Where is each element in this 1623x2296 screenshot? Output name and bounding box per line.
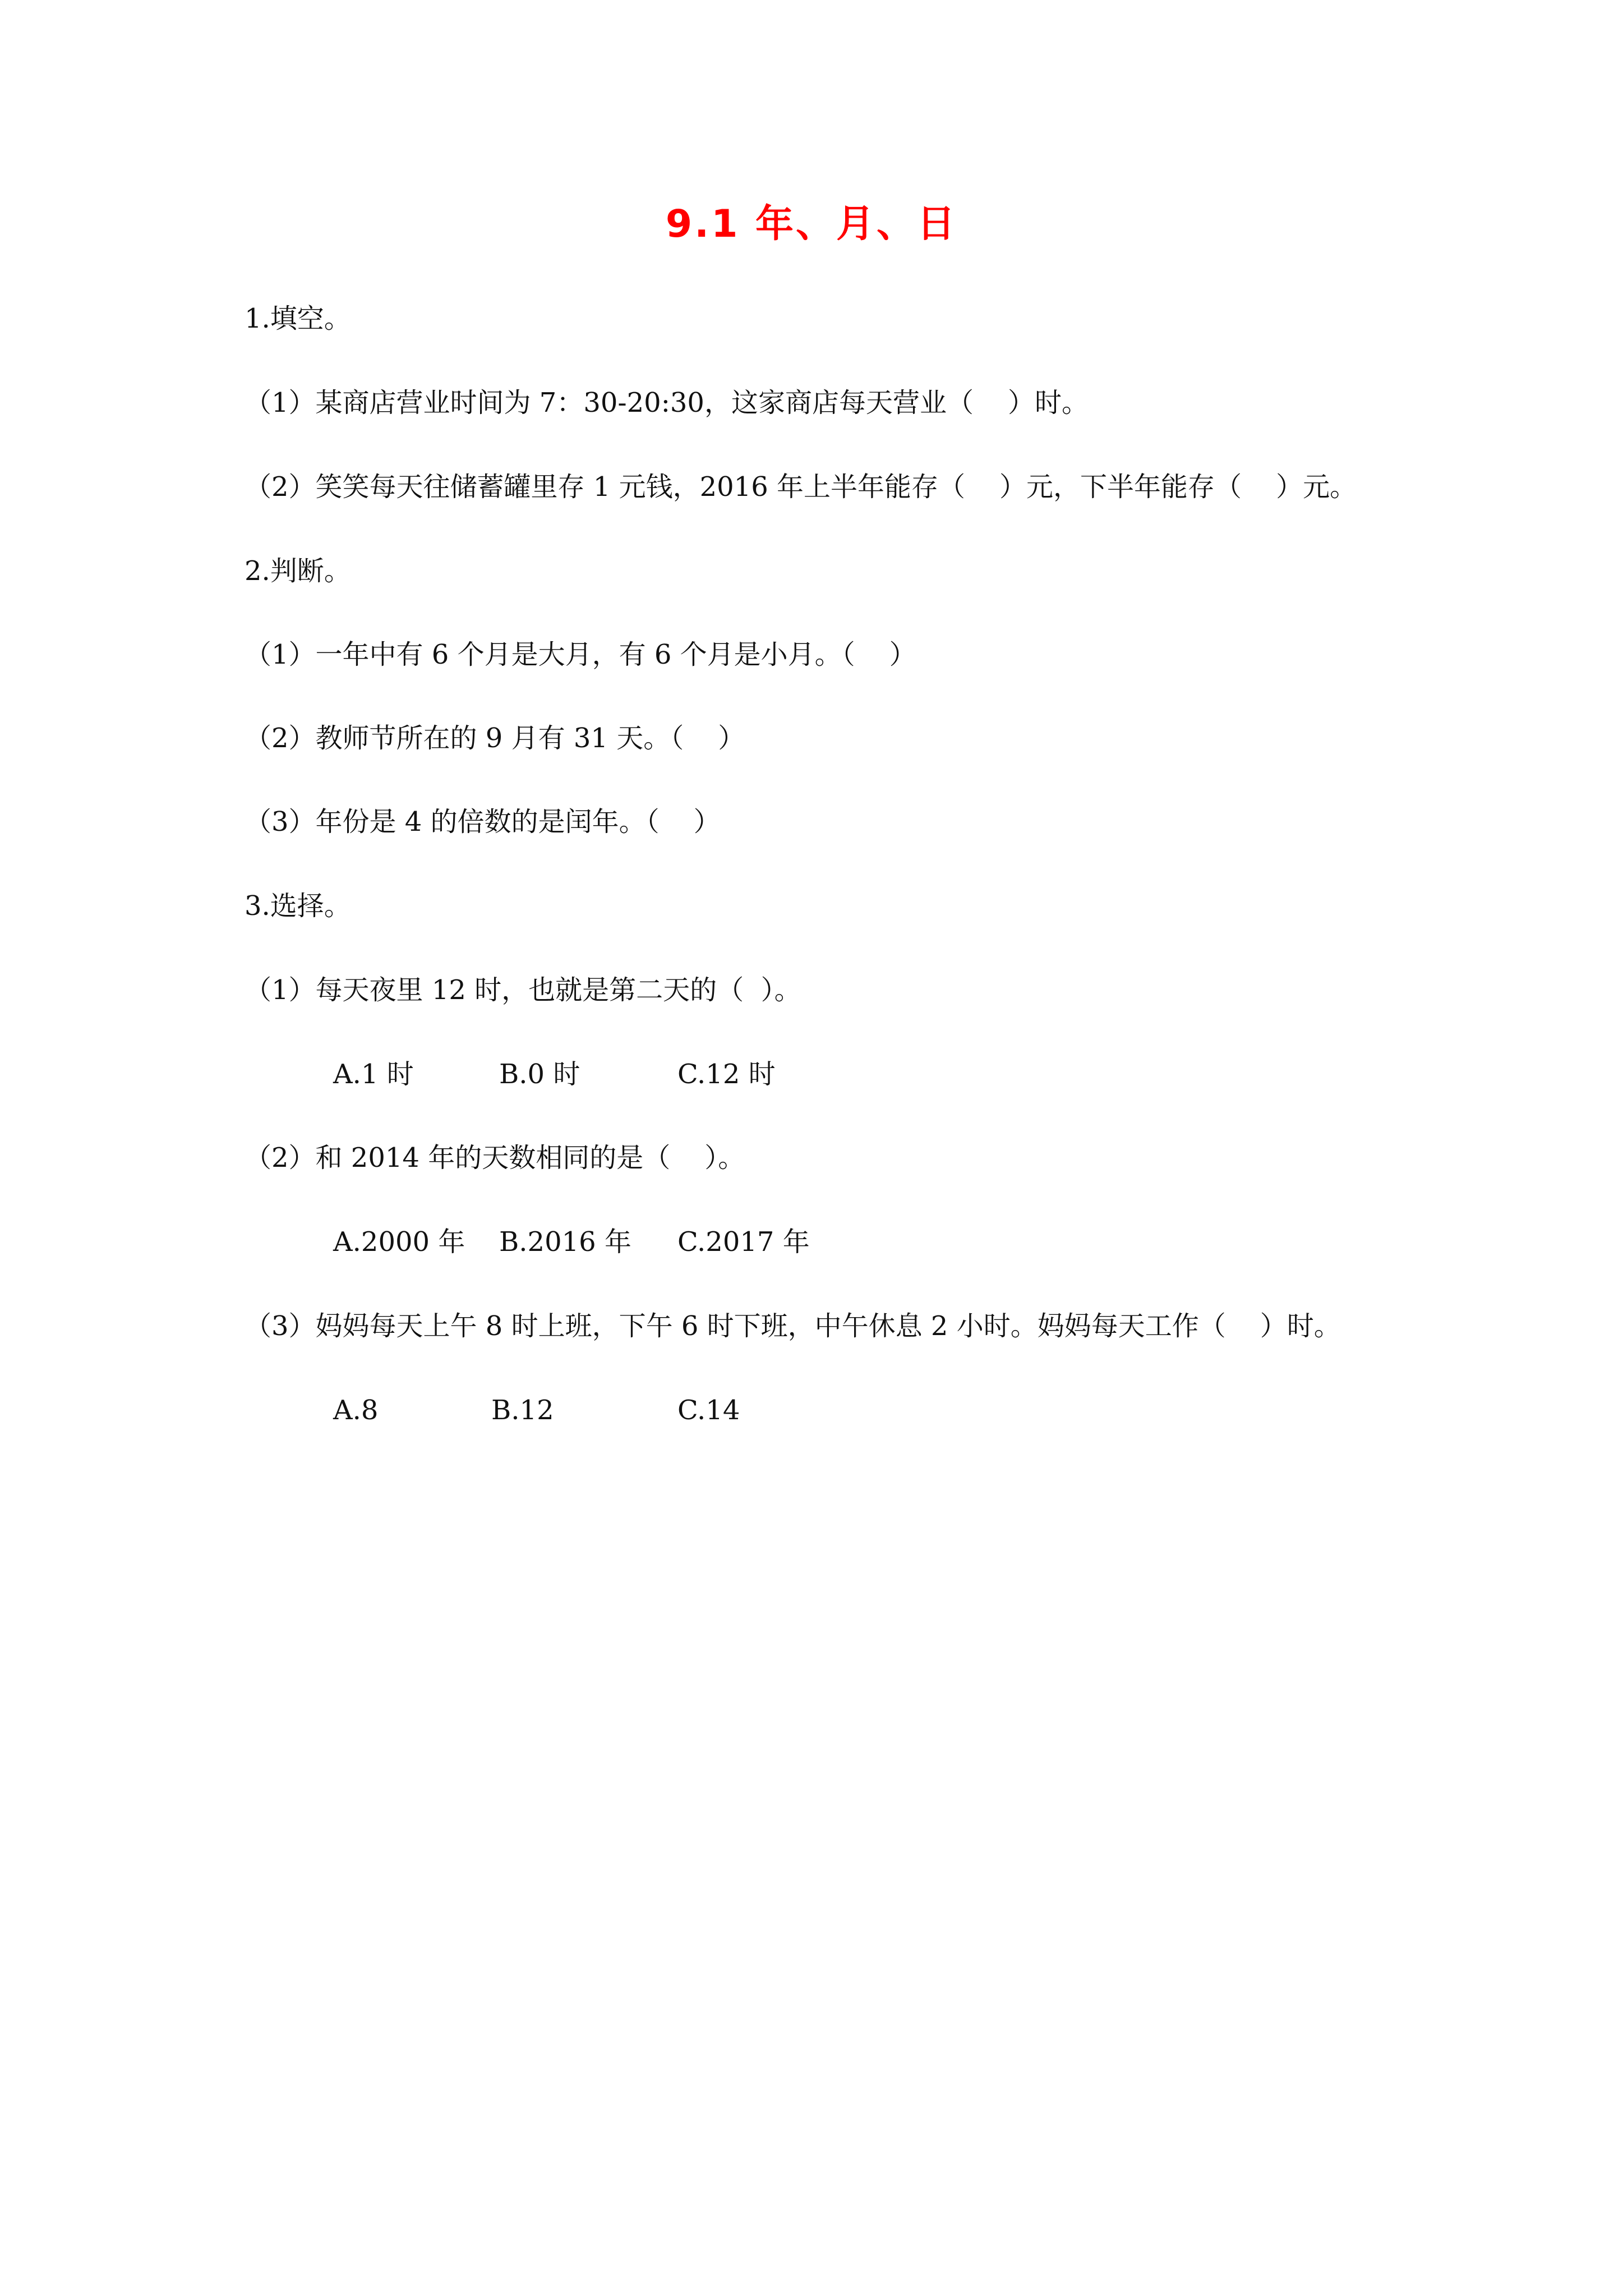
option-3-3-a: A.8	[333, 1395, 379, 1426]
question-1-1: （1）某商店营业时间为 7：30-20:30，这家商店每天营业（ ）时。	[245, 387, 1089, 418]
option-3-1-a: A.1 时	[333, 1059, 414, 1090]
question-3-1: （1）每天夜里 12 时，也就是第二天的（ ）。	[245, 974, 801, 1006]
option-3-2-b: B.2016 年	[499, 1226, 631, 1258]
question-2-2: （2）教师节所在的 9 月有 31 天。（ ）	[245, 723, 745, 754]
page-title: 9.1 年、月、日	[665, 202, 958, 246]
question-2-3: （3）年份是 4 的倍数的是闰年。（ ）	[245, 806, 721, 838]
option-3-3-c: C.14	[677, 1395, 740, 1426]
option-3-1-b: B.0 时	[499, 1059, 580, 1090]
question-3-3: （3）妈妈每天上午 8 时上班，下午 6 时下班，中午休息 2 小时。妈妈每天工作（ ）时。	[245, 1310, 1341, 1342]
section-heading-fill-blank: 1.填空。	[245, 303, 351, 334]
option-3-2-a: A.2000 年	[333, 1226, 465, 1258]
option-3-1-c: C.12 时	[677, 1059, 776, 1090]
question-2-1: （1）一年中有 6 个月是大月，有 6 个月是小月。（ ）	[245, 639, 916, 670]
section-heading-true-false: 2.判断。	[245, 555, 351, 587]
question-3-2: （2）和 2014 年的天数相同的是（ ）。	[245, 1142, 745, 1174]
option-3-2-c: C.2017 年	[677, 1226, 810, 1258]
section-heading-multiple-choice: 3.选择。	[245, 890, 351, 922]
question-1-2: （2）笑笑每天往储蓄罐里存 1 元钱，2016 年上半年能存（ ）元，下半年能存（ ）元。	[245, 471, 1357, 503]
option-3-3-b: B.12	[491, 1395, 554, 1426]
